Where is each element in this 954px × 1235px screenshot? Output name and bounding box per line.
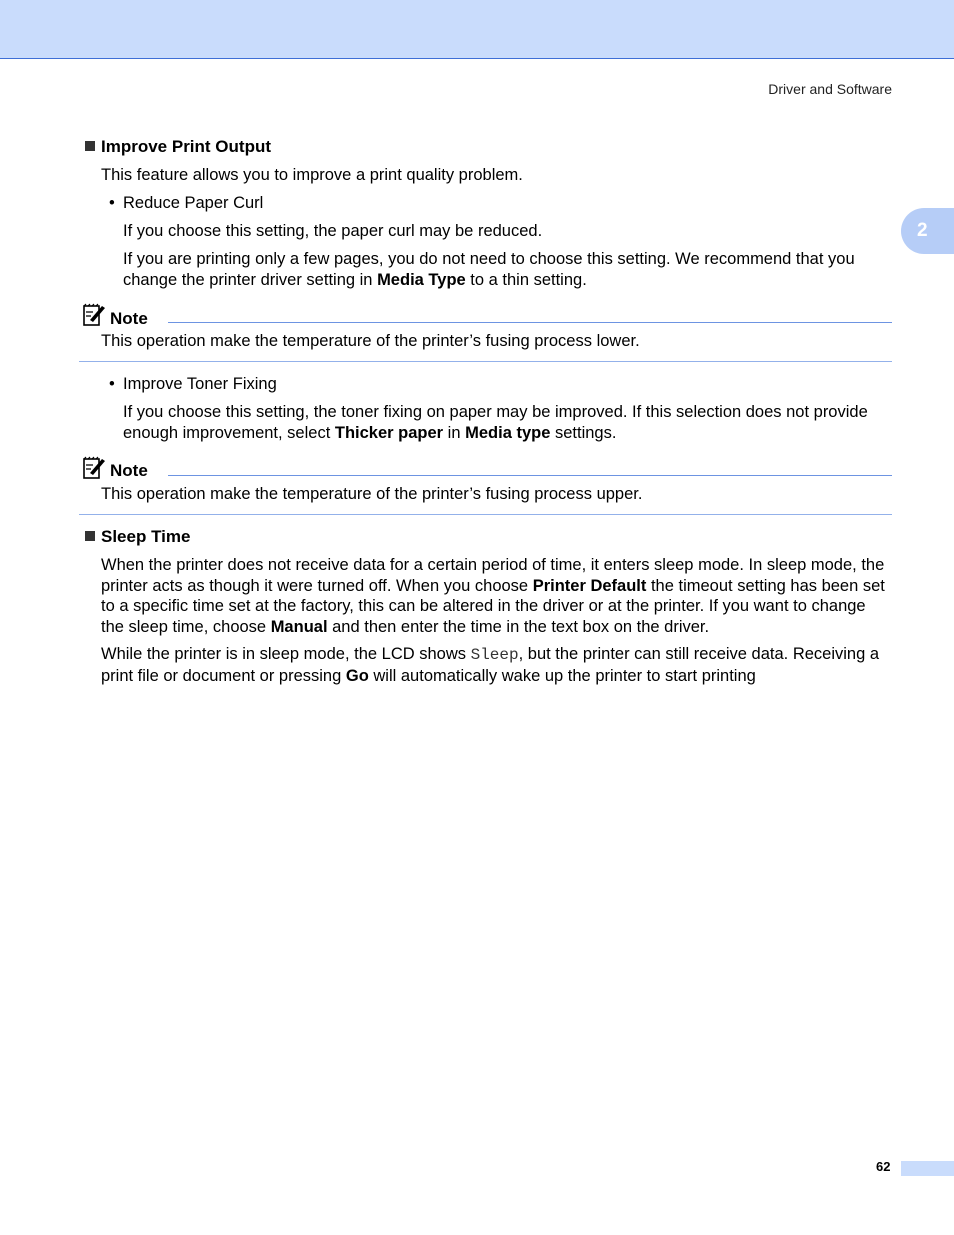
section-intro: This feature allows you to improve a print quality problem. [101, 166, 523, 184]
section-title-text: Improve Print Output [101, 137, 271, 156]
note-label: Note [110, 309, 148, 328]
header-band [0, 0, 954, 59]
bullet-paragraph: If you choose this setting, the paper curl may be reduced. [123, 222, 543, 240]
note-pencil-icon [82, 303, 106, 327]
square-bullet-icon [85, 531, 95, 541]
bullet-dot-icon: • [109, 375, 115, 393]
note-rule [168, 322, 892, 323]
bullet-item [109, 193, 263, 214]
page-number: 62 [876, 1159, 891, 1174]
section-paragraph: When the printer does not receive data for a certain period of time, it enters sleep mode. In sleep mode, the printer acts as though it were turned off. When you choose Printer Default the timeout setting has been set to a specific time set at the factory, this can be altered in the driver or at the printer. If you want to change the sleep time, choose Manual and then enter the time in the text box on the driver. [101, 556, 885, 636]
bullet-paragraph: If you choose this setting, the toner fixing on paper may be improved. If this selection does not provide enough improvement, select Thicker paper in Media type settings. [123, 403, 868, 442]
section-title-text: Sleep Time [101, 527, 191, 546]
bullet-paragraph: If you are printing only a few pages, you do not need to choose this setting. We recommend that you change the printer driver setting in Media Type to a thin setting. [123, 250, 855, 289]
note-pencil-icon [82, 456, 106, 480]
running-title: Driver and Software [768, 81, 892, 97]
note-text: This operation make the temperature of the printer’s fusing process upper. [101, 485, 643, 503]
note-bottom-rule [79, 361, 892, 362]
chapter-number: 2 [917, 220, 928, 241]
bullet-dot-icon: • [109, 194, 115, 212]
lcd-text: Sleep [470, 646, 519, 664]
note-label: Note [110, 461, 148, 480]
footer-bar [901, 1161, 954, 1176]
section-heading [85, 137, 271, 157]
bullet-label: Improve Toner Fixing [123, 375, 277, 393]
note-bottom-rule [79, 514, 892, 515]
section-heading [85, 527, 190, 547]
square-bullet-icon [85, 141, 95, 151]
bullet-label: Reduce Paper Curl [123, 194, 264, 212]
bullet-item [109, 374, 277, 395]
note-rule [168, 475, 892, 476]
chapter-tab [901, 208, 954, 254]
section-paragraph: While the printer is in sleep mode, the LCD shows Sleep, but the printer can still receive data. Receiving a print file or document or pressing Go will automatically wake up the printer to start printing [101, 645, 880, 685]
note-text: This operation make the temperature of the printer’s fusing process lower. [101, 332, 640, 350]
